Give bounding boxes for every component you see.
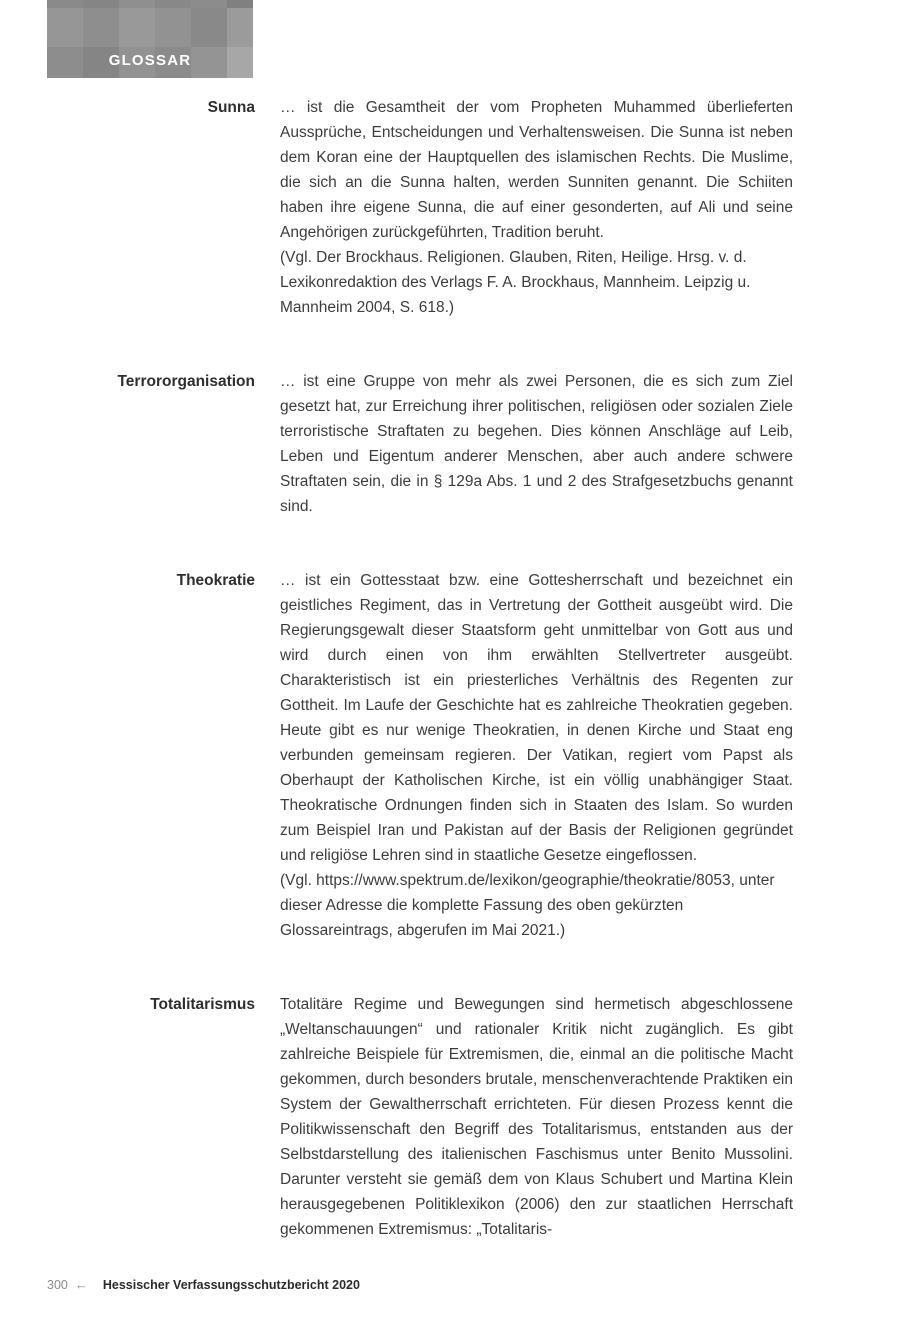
mosaic-tile [155, 0, 191, 8]
glossary-term: Sunna [207, 99, 255, 116]
glossary-entry [47, 95, 793, 320]
definition-text: … ist ein Gottesstaat bzw. eine Gottesherrschaft und bezeichnet ein geistliches Regiment, das in Vertretung der Gottheit ausgeübt wird. Die Regierungsgewalt dieser Staatsform geht unmittelbar von Gott aus und wird durch einen von ihm erwählten Stellvertreter ausgeübt. Charakteristisch ist ein priesterliches Verhältnis des Regenten zur Gottheit. Im Laufe der Geschichte hat es zahlreiche Theokratien gegeben. Heute gibt es nur wenige Theokratien, in denen Kirche und Staat eng verbunden gemeinsam regieren. Der Vatikan, regiert vom Papst als Oberhaupt der Katholischen Kirche, ist ein völlig unabhängiger Staat. Theokratische Ordnungen finden sich in Staaten des Islam. So wurden zum Beispiel Iran und Pakistan auf der Basis der Religionen gegründet und religiöse Lehren sind in staatliche Gesetze eingeflossen. [280, 572, 793, 864]
glossary-definition [280, 992, 793, 1242]
definition-text: … ist eine Gruppe von mehr als zwei Personen, die es sich zum Ziel gesetzt hat, zur Erreichung ihrer politischen, religiösen oder sozialen Ziele terroristische Straftaten zu begehen. Dies können Anschläge auf Leib, Leben und Eigentum anderer Menschen, aber auch andere schwere Straftaten sein, die in § 129a Abs. 1 und 2 des Strafgesetzbuchs genannt sind. [280, 373, 793, 515]
mosaic-tile [227, 8, 253, 47]
mosaic-tile [155, 8, 191, 47]
glossary-term: Theokratie [176, 572, 255, 589]
back-arrow-icon: ← [74, 1277, 88, 1292]
mosaic-tile [47, 8, 83, 47]
page-number: 300 [47, 1278, 68, 1292]
glossary-definition [280, 369, 793, 519]
glossary-definition [280, 95, 793, 320]
mosaic-tile [191, 0, 227, 8]
glossary-entry [47, 568, 793, 943]
page-footer [47, 1277, 793, 1293]
definition-source: (Vgl. Der Brockhaus. Religionen. Glauben, Riten, Heilige. Hrsg. v. d. Lexikonredaktion des Verlags F. A. Brockhaus, Mannheim. Leipzig u. Mannheim 2004, S. 618.) [280, 249, 751, 316]
banner-title: GLOSSAR [108, 52, 192, 69]
mosaic-tile [227, 0, 253, 8]
mosaic-tile [83, 8, 119, 47]
definition-text: … ist die Gesamtheit der vom Propheten Muhammed überlieferten Aussprüche, Entscheidungen und Verhaltensweisen. Die Sunna ist neben dem Koran eine der Hauptquellen des islamischen Rechts. Die Muslime, die sich an die Sunna halten, werden Sunniten genannt. Die Schiiten haben ihre eigene Sunna, die auf einer gesonderten, auf Ali und seine Angehörigen zurückgeführten, Tradition beruht. [280, 99, 793, 241]
mosaic-tile [83, 0, 119, 8]
glossary-term: Terrororganisation [117, 373, 255, 390]
glossary-entry [47, 369, 793, 519]
report-title: Hessischer Verfassungsschutzbericht 2020 [102, 1278, 360, 1292]
glossary-entry [47, 992, 793, 1242]
definition-text: Totalitäre Regime und Bewegungen sind hermetisch abgeschlossene „Weltanschauungen“ und rationaler Kritik nicht zugänglich. Es gibt zahlreiche Beispiele für Extremismen, die, einmal an die politische Macht gekommen, durch besonders brutale, menschenverachtende Praktiken ein System der Gewaltherrschaft errichteten. Für diesen Prozess kennt die Politikwissenschaft den Begriff des Totalitarismus, entstanden aus der Selbstdarstellung des italienischen Faschismus unter Benito Mussolini. Darunter versteht sie gemäß dem von Klaus Schubert und Martina Klein herausgegebenen Politiklexikon (2006) den zur staatlichen Herrschaft gekommenen Extremismus: „Totalitaris- [280, 996, 793, 1238]
mosaic-tile [119, 8, 155, 47]
mosaic-tile [47, 0, 83, 8]
mosaic-tile [119, 0, 155, 8]
glossary-list [47, 95, 793, 1242]
glossar-banner [47, 0, 253, 78]
definition-source: (Vgl. https://www.spektrum.de/lexikon/geographie/theokratie/8053, unter dieser Adresse die komplette Fassung des oben gekürzten Glossareintrags, abgerufen im Mai 2021.) [280, 872, 775, 939]
glossary-definition [280, 568, 793, 943]
glossary-term: Totalitarismus [150, 996, 255, 1013]
mosaic-tile [191, 8, 227, 47]
